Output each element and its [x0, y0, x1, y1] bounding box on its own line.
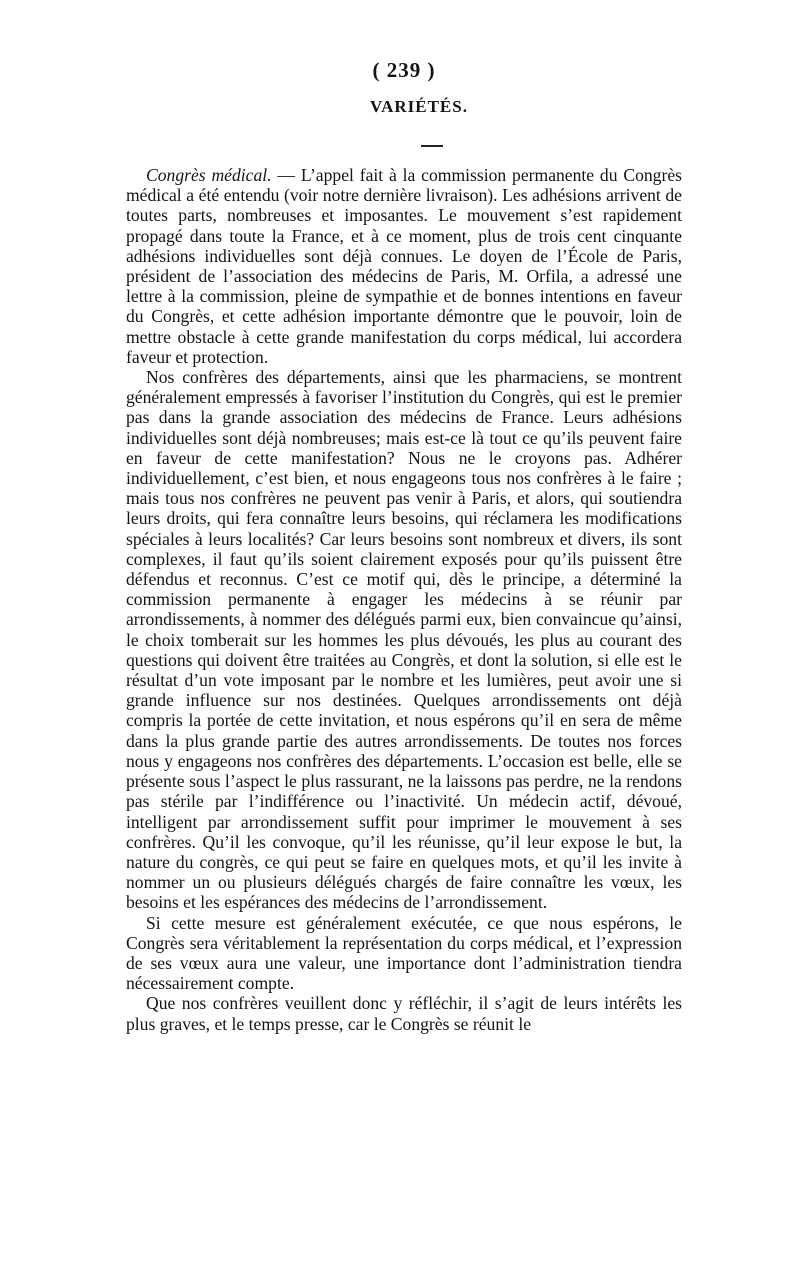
article-lead: Congrès médical. [146, 165, 272, 185]
paragraph-4 [126, 993, 682, 1033]
paragraph-text: Nos confrères des départements, ainsi que les pharmaciens, se montrent généralement empressés à favoriser l’institution du Congrès, qui est le premier pas dans la grande association des médecins de France. Leurs adhésions individuelles sont déjà nombreuses; mais est-ce là tout ce qu’ils peuvent faire en faveur de cette manifestation? Nous ne le croyons pas. Adhérer individuellement, c’est bien, et nous engageons tous nos confrères à le faire ; mais tous nos confrères ne peuvent pas venir à Paris, et alors, qui soutiendra leurs droits, qui fera connaître leurs besoins, qui réclamera les modifications spéciales à leurs localités? Car leurs besoins sont nombreux et divers, ils sont complexes, il faut qu’ils soient clairement exposés pour qu’ils puissent être défendus et reconnus. C’est ce motif qui, dès le principe, a déterminé la commission permanente à engager les médecins à se réunir par arrondissements, à nommer des délégués parmi eux, bien convaincue qu’ainsi, le choix tomberait sur les hommes les plus dévoués, les plus au courant des questions qui doivent être traitées au Congrès, et dont la solution, si elle est le résultat d’un vote imposant par le nombre et les lumières, peut avoir une si grande influence sur nos destinées. Quelques arrondissements ont déjà compris la portée de cette invitation, et nous espérons qu’il en sera de même dans la plus grande partie des autres arrondissements. De toutes nos forces nous y engageons nos confrères des départements. L’occasion est belle, elle se présente sous l’aspect le plus rassurant, ne la laissons pas perdre, ne la rendons pas stérile par l’indifférence ou l’inactivité. Un médecin actif, dévoué, intelligent par arrondissement suffit pour imprimer le mouvement à ses confrères. Qu’il les convoque, qu’il les réunisse, qu’il leur expose le but, la nature du congrès, ce qui peut se faire en quelques mots, et qu’il les invite à nommer un ou plusieurs délégués chargés de faire connaître les vœux, les besoins et les espérances des médecins de l’arrondissement. [126, 367, 682, 913]
paragraph-text: Si cette mesure est généralement exécutée, ce que nous espérons, le Congrès sera véritablement la représentation du corps médical, et l’expression de ses vœux aura une valeur, une importance dont l’administration tiendra nécessairement compte. [126, 912, 682, 994]
paragraph-3 [126, 913, 682, 994]
paragraph-text: — L’appel fait à la commission permanente du Congrès médical a été entendu (voir notre dernière livraison). Les adhésions arrivent de toutes parts, nombreuses et imposantes. Le mouvement s’est rapidement propagé dans toute la France, et à ce moment, plus de trois cent cinquante adhésions individuelles sont déjà connues. Le doyen de l’École de Paris, président de l’association des médecins de Paris, M. Orfila, a adressé une lettre à la commission, pleine de sympathie et de bonnes intentions en faveur du Congrès, et cette adhésion importante démontre que le pouvoir, loin de mettre obstacle à cette grande manifestation du corps médical, lui accordera faveur et protection. [126, 165, 682, 367]
article-body [126, 165, 682, 1034]
section-divider [421, 145, 443, 147]
page-number: ( 239 ) [372, 58, 436, 82]
paragraph-2 [126, 367, 682, 912]
paragraph-text: Que nos confrères veuillent donc y réfléchir, il s’agit de leurs intérêts les plus graves, et le temps presse, car le Congrès se réunit le [126, 993, 682, 1034]
section-title: VARIÉTÉS. [370, 97, 468, 116]
paragraph-1 [126, 165, 682, 367]
